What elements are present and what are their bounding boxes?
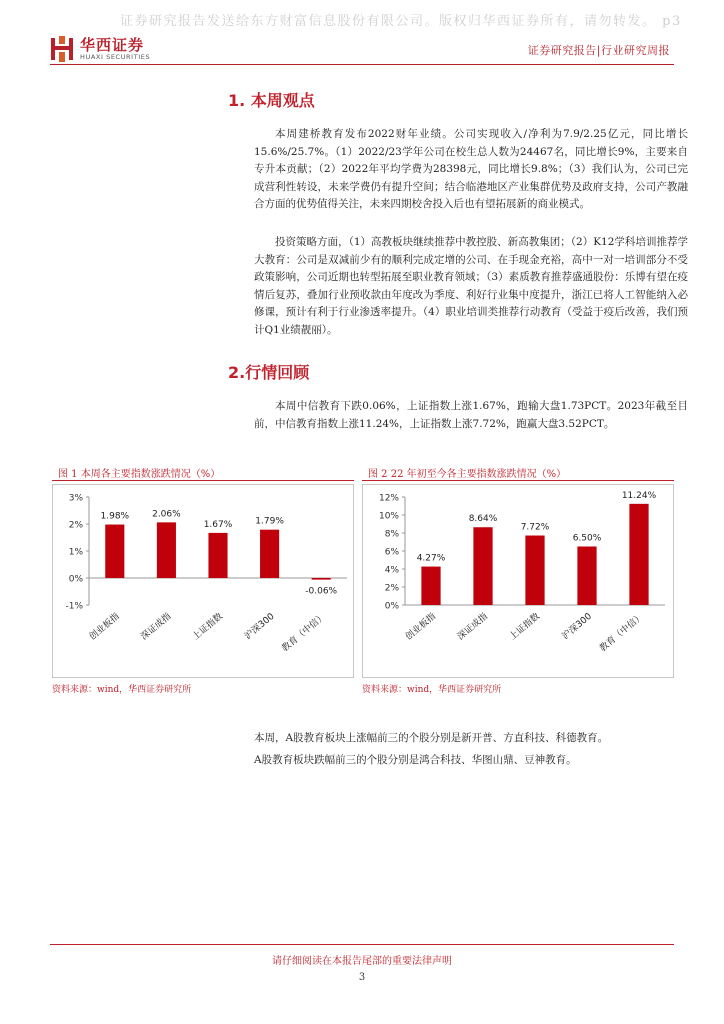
figure-2-title-rule [362, 480, 674, 481]
x-tick-label: 沪深300 [243, 611, 277, 642]
x-tick-label: 深证成指 [139, 611, 174, 643]
y-tick-label: 3% [68, 493, 83, 504]
y-tick-label: 10% [378, 511, 399, 522]
y-tick-label: 2% [384, 583, 399, 594]
bar-5 [629, 504, 648, 605]
y-tick-label: 2% [68, 520, 83, 531]
data-label: 1.67% [203, 519, 233, 530]
logo-name-cn: 华西证券 [80, 36, 145, 54]
report-type-label: 证券研究报告|行业研究周报 [527, 44, 670, 57]
bar-3 [525, 536, 544, 605]
figure-2-bar-chart [362, 484, 674, 678]
header-divider [50, 64, 674, 65]
data-label: 2.06% [152, 509, 181, 520]
figure-1-title-rule [52, 480, 354, 481]
figure-1-source: 资料来源：wind，华西证券研究所 [52, 685, 192, 695]
data-label: 4.27% [416, 553, 446, 564]
y-tick-label: 4% [384, 565, 399, 576]
top-losers-text: A股教育板块跌幅前三的个股分别是鸿合科技、华图山鼎、豆神教育。 [254, 754, 577, 766]
figure-2-title: 图 2 22 年初至今各主要指数涨跌情况（%） [368, 469, 567, 480]
section-2-title: 2.行情回顾 [228, 363, 310, 382]
bar-1 [421, 567, 440, 605]
x-tick-label: 教育（中信） [280, 611, 329, 655]
data-label: 1.98% [100, 511, 130, 522]
bar-4 [260, 530, 279, 578]
data-label: 11.24% [621, 490, 657, 501]
y-tick-label: 12% [378, 493, 399, 504]
bar-2 [157, 522, 176, 578]
x-tick-label: 上证指数 [507, 611, 542, 643]
data-label: -0.06% [305, 586, 338, 597]
section-2-paragraph-1: 本周中信教育下跌0.06%，上证指数上涨1.67%，跑输大盘1.73PCT。2023年截至目前，中信教育指数上涨11.24%，上证指数上涨7.72%，跑赢大盘3.52PCT。 [254, 400, 688, 430]
footer-divider [50, 944, 674, 945]
y-tick-label: 6% [384, 547, 399, 558]
top-gainers-text: 本周，A股教育板块上涨幅前三的个股分别是新开普、方直科技、科德教育。 [254, 732, 609, 744]
y-tick-label: 0% [384, 601, 399, 612]
logo-name-en: HUAXI SECURITIES [80, 53, 151, 61]
legal-notice: 请仔细阅读在本报告尾部的重要法律声明 [272, 956, 452, 967]
x-tick-label: 上证指数 [190, 611, 225, 643]
section-1-paragraph-1: 本周建桥教育发布2022财年业绩。公司实现收入/净利为7.9/2.25亿元，同比增长15.6%/25.7%。（1）2022/23学年公司在校生总人数为24467名，同比增长9%，主要来自专升本贡献；（2）2022年平均学费为28398元，同比增长9.8%；（3）我们认为，公司已完成营利性转设，未来学费仍有提升空间；结合临港地区产业集群优势及政府支持，公司产教融合方面的优势值得关注，未来四期校舍投入后也有望拓展新的商业模式。 [254, 128, 688, 210]
data-label: 1.79% [255, 516, 284, 527]
figure-1-bar-chart [52, 484, 354, 678]
section-1-title: 1. 本周观点 [228, 91, 315, 110]
y-tick-label: -1% [65, 601, 83, 612]
bar-5 [312, 578, 331, 580]
bar-3 [208, 533, 227, 578]
watermark-text: 证券研究报告发送给东方财富信息股份有限公司。版权归华西证券所有，请勿转发。 p3 [120, 14, 682, 29]
y-tick-label: 0% [68, 574, 83, 585]
figure-1-title: 图 1 本周各主要指数涨跌情况（%） [58, 469, 221, 480]
bar-2 [473, 527, 492, 605]
x-tick-label: 教育（中信） [598, 611, 646, 655]
huaxi-logo-icon [50, 36, 74, 62]
section-1-paragraph-2: 投资策略方面，（1）高教板块继续推荐中教控股、新高教集团；（2）K12学科培训推荐学大教育：公司是双减前少有的顺利完成定增的公司、在手现金充裕，高中一对一培训部分不受政策影响，公司近期也转型拓展至职业教育领域；（3）素质教育推荐盛通股份：乐博有望在疫情后复苏，叠加行业预收款由年度改为季度、利好行业集中度提升，浙江已将人工智能纳入必修课，预计有利于行业渗透率提升。（4）职业培训类推荐行动教育（受益于疫后改善，我们预计Q1业绩靓丽）。 [254, 236, 688, 336]
bar-4 [577, 547, 596, 606]
x-tick-label: 深证成指 [455, 611, 490, 643]
y-tick-label: 8% [384, 529, 399, 540]
x-tick-label: 创业板指 [403, 611, 438, 643]
bar-1 [105, 525, 124, 578]
x-tick-label: 沪深300 [560, 611, 594, 642]
data-label: 7.72% [520, 522, 550, 533]
data-label: 6.50% [572, 533, 602, 544]
y-tick-label: 1% [68, 547, 83, 558]
figure-2-source: 资料来源：wind，华西证券研究所 [362, 685, 502, 695]
x-tick-label: 创业板指 [87, 611, 122, 643]
data-label: 8.64% [468, 514, 498, 525]
page-number: 3 [358, 972, 366, 983]
